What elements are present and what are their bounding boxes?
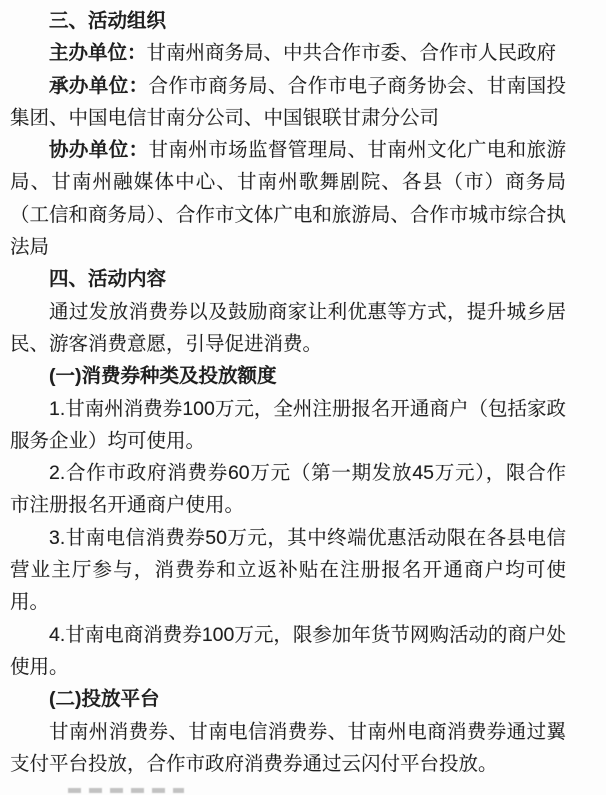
organizer-units-label: 承办单位： — [49, 74, 149, 97]
partial-next-line-fragment — [68, 788, 184, 793]
heading-distribution-platform: (二)投放平台 — [49, 688, 160, 711]
co-organizer-units-text: 甘南州市场监督管理局、甘南州文化广电和旅游局、甘南州融媒体中心、甘南州歌舞剧院、各县（市）商务局（工信和商务局）、合作市文体广电和旅游局、合作市城市综合执法局 — [10, 139, 566, 259]
paragraph-voucher-item-1: 1.甘南州消费券100万元，全州注册报名开通商户（包括家政服务企业）均可使用。 — [10, 397, 566, 452]
heading-section-four: 四、活动内容 — [49, 268, 167, 291]
paragraph-host-units — [10, 37, 566, 69]
paragraph-platform-detail: 甘南州消费券、甘南电信消费券、甘南州电商消费券通过翼支付平台投放，合作市政府消费券通过云闪付平台投放。 — [10, 720, 566, 775]
co-organizer-units-label: 协办单位： — [49, 139, 149, 162]
heading-section-three: 三、活动组织 — [49, 10, 167, 32]
paragraph-co-organizer-units — [10, 134, 566, 263]
organizer-units-text: 合作市商务局、合作市电子商务协会、甘南国投集团、中国电信甘南分公司、中国银联甘肃分公司 — [10, 74, 566, 129]
paragraph-voucher-item-2: 2.合作市政府消费券60万元（第一期发放45万元），限合作市注册报名开通商户使用。 — [10, 462, 566, 517]
paragraph-voucher-item-3: 3.甘南电信消费券50万元，其中终端优惠活动限在各县电信营业主厅参与，消费券和立返补贴在注册报名开通商户均可使用。 — [10, 526, 566, 614]
host-units-label: 主办单位： — [49, 42, 147, 65]
host-units-text: 甘南州商务局、中共合作市委、合作市人民政府 — [146, 42, 557, 65]
paragraph-organizer-units — [10, 70, 566, 135]
heading-voucher-types: (一)消费券种类及投放额度 — [49, 365, 277, 388]
paragraph-activity-intro: 通过发放消费券以及鼓励商家让利优惠等方式，提升城乡居民、游客消费意愿，引导促进消费。 — [10, 300, 566, 355]
paragraph-voucher-item-4: 4.甘南电商消费券100万元，限参加年货节网购活动的商户处使用。 — [10, 623, 566, 678]
